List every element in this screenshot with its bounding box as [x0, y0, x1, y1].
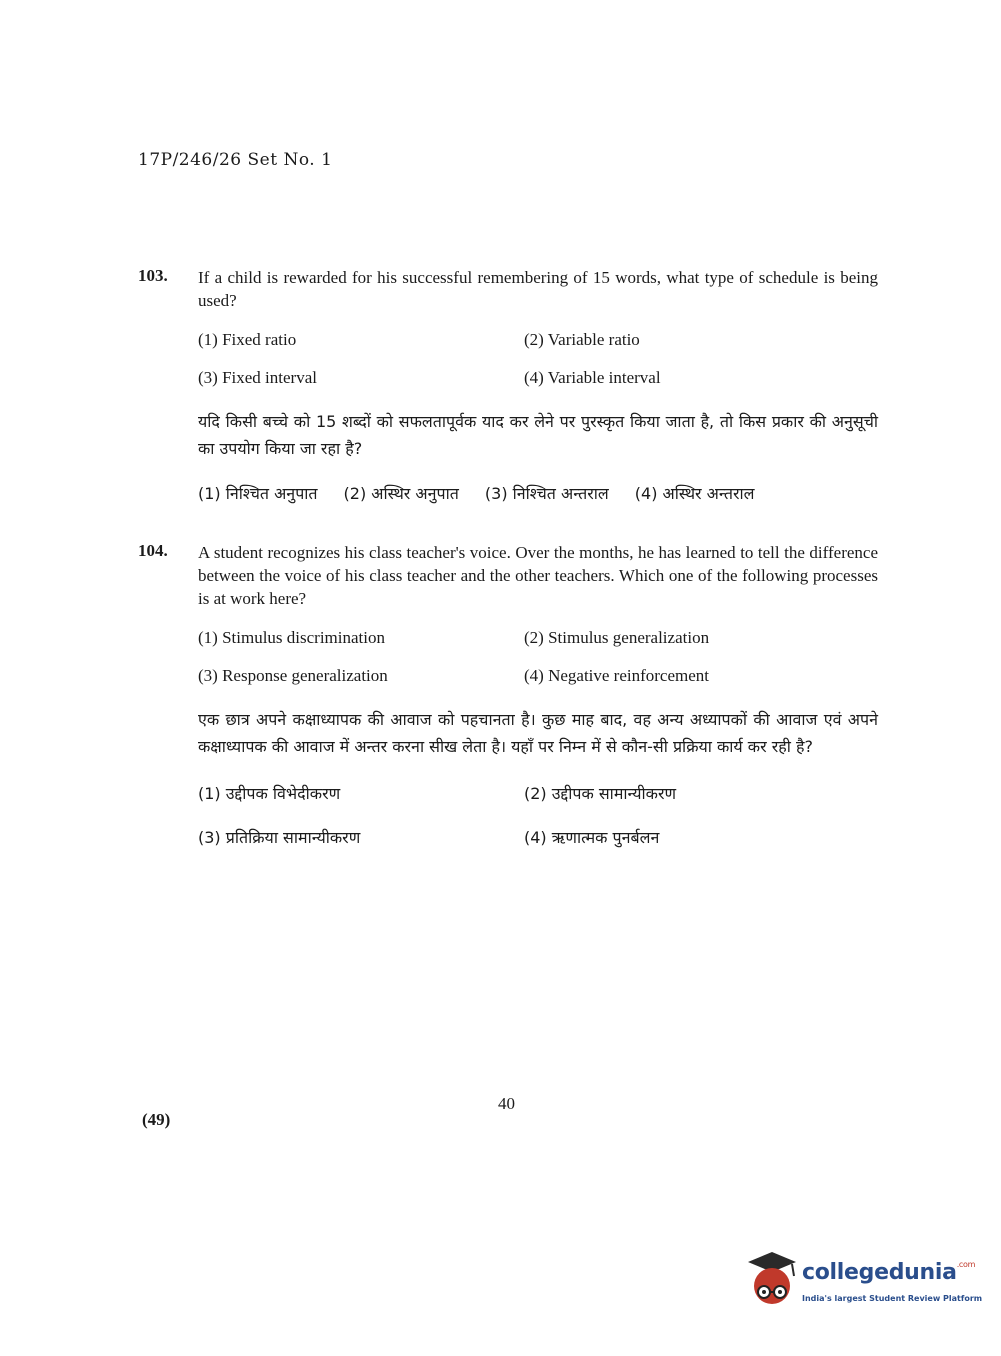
watermark-suffix: .com [956, 1260, 976, 1269]
watermark-brand-text: collegedunia [802, 1260, 957, 1285]
options-hi [198, 482, 878, 504]
options-en [198, 628, 878, 686]
watermark-tagline: India's largest Student Review Platform [802, 1294, 983, 1303]
option-hi-1: (1) उद्दीपक विभेदीकरण [198, 784, 341, 803]
option-4: (4) Negative reinforcement [524, 666, 710, 685]
question-103 [138, 266, 878, 504]
option-hi-4: (4) अस्थिर अन्तराल [634, 484, 755, 503]
options-hi [198, 782, 878, 848]
option-3: (3) Response generalization [198, 666, 388, 685]
page-marker: (49) [142, 1110, 171, 1129]
paper-code: 17P/246/26 Set No. 1 [138, 150, 333, 170]
option-hi-3: (3) प्रतिक्रिया सामान्यीकरण [198, 828, 361, 847]
option-1: (1) Fixed ratio [198, 330, 297, 349]
question-number: 103. [138, 266, 168, 285]
question-text-en: If a child is rewarded for his successful remembering of 15 words, what type of schedule is being used? [198, 268, 878, 310]
collegedunia-watermark [742, 1248, 983, 1318]
watermark-brand [802, 1260, 975, 1285]
question-104 [138, 541, 878, 848]
question-text-hi: यदि किसी बच्चे को 15 शब्दों को सफलतापूर्वक याद कर लेने पर पुरस्कृत किया जाता है, तो किस प्रकार की अनुसूची का उपयोग किया जा रहा है? [198, 412, 878, 458]
option-2: (2) Variable ratio [524, 330, 640, 349]
option-4: (4) Variable interval [524, 368, 661, 387]
option-hi-1: (1) निश्चित अनुपात [198, 484, 318, 503]
option-hi-2: (2) उद्दीपक सामान्यीकरण [524, 784, 677, 803]
options-en [198, 330, 878, 388]
option-1: (1) Stimulus discrimination [198, 628, 385, 647]
page-number: 40 [498, 1094, 515, 1113]
option-hi-3: (3) निश्चित अन्तराल [484, 484, 609, 503]
question-number: 104. [138, 541, 168, 560]
question-text-hi: एक छात्र अपने कक्षाध्यापक की आवाज को पहचानता है। कुछ माह बाद, वह अन्य अध्यापकों की आवाज एवं अपने कक्षाध्यापक की आवाज में अन्तर करना सीख लेता है। यहाँ पर निम्न में से कौन-सी प्रक्रिया कार्य कर रही है? [198, 710, 878, 756]
mascot-icon [742, 1248, 800, 1314]
option-hi-2: (2) अस्थिर अनुपात [343, 484, 459, 503]
question-text-en: A student recognizes his class teacher's voice. Over the months, he has learned to tell the difference between the voice of his class teacher and the other teachers. Which one of the following processes is at work here? [198, 543, 878, 608]
option-hi-4: (4) ऋणात्मक पुनर्बलन [524, 828, 660, 847]
option-2: (2) Stimulus generalization [524, 628, 710, 647]
option-3: (3) Fixed interval [198, 368, 317, 387]
